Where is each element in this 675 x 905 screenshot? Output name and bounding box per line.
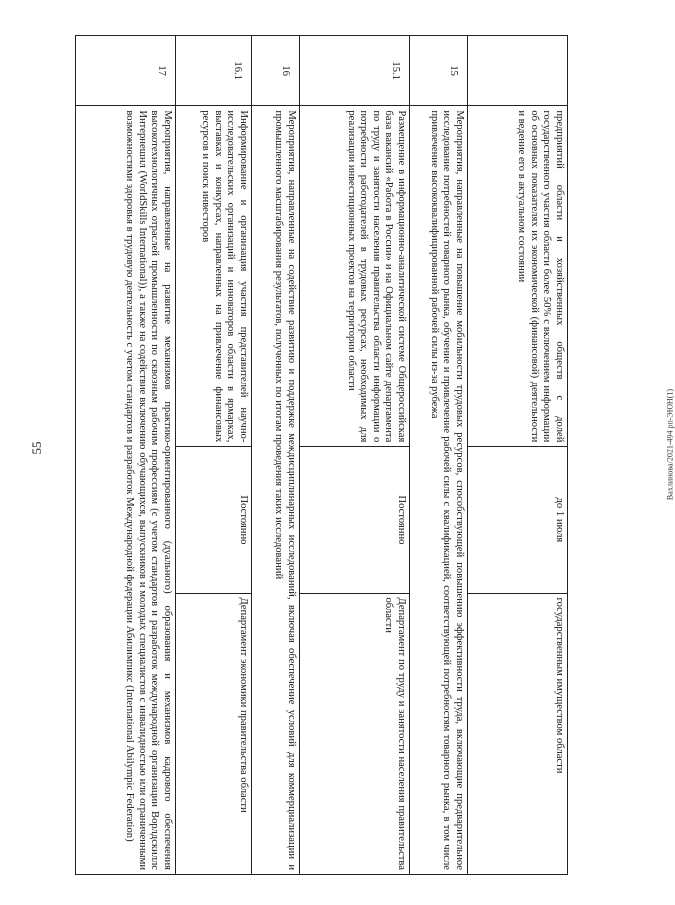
row-number: 16 <box>252 36 300 106</box>
table-row <box>252 36 300 875</box>
responsible-cell: Департамент экономики правительства области <box>176 593 252 875</box>
row-number: 15.1 <box>300 36 410 106</box>
rotated-page <box>64 35 568 875</box>
deadline-cell: до 1 июля <box>468 447 568 593</box>
measure-text: Мероприятия, направленные на содействие развитию и поддержке междисциплинарных исследований, включая обеспечение условий для коммерциализации и промышленного масштабирования результатов, полученных по итогам проведения таких исследований <box>252 106 300 875</box>
table-row <box>76 36 176 875</box>
row-number: 17 <box>76 36 176 106</box>
measure-text: предприятий области и хозяйственных обществ с долей государственного участия области более 50% с включением информации об основных показателях их экономической (финансовой) деятельности и ведение его в актуальном состоянии <box>468 106 568 447</box>
table-row <box>468 36 568 875</box>
row-number: 15 <box>410 36 468 106</box>
page-number: 55 <box>29 441 44 455</box>
measure-text: Мероприятия, направленные на развитие механизмов практико-ориентированного (дуального) образования и механизмов кадрового обеспечения высокотехнологичных отраслей промышленности по сквозным рабочим профессиям (с учетом стандартов и разработок международной организации Ворлдскиллс Интернешнл (WorldSkills International)), а также на содействие включению обучающихся, выпускников и молодых специалистов с инвалидностью или ограниченными возможностями здоровья в трудовую деятельность с учетом стандартов и разработок Международной федерации Абилимпикс (International Abilympic Federation) <box>76 106 176 875</box>
row-number <box>468 36 568 106</box>
responsible-cell: государственным имуществом области <box>468 593 568 875</box>
row-number: 16.1 <box>176 36 252 106</box>
measure-text: Мероприятия, направленные на повышение мобильности трудовых ресурсов, способствующей повышению эффективности труда, включающие предварительное исследование потребностей товарного рынка, обучение и привлечение рабочей силы с квалификацией, соответствующей потребностям товарного рынка, в том числе привлечение высококвалифицированной рабочей силы из-за рубежа <box>410 106 468 875</box>
responsible-cell: Департамент по труду и занятости населения правительства области <box>300 593 410 875</box>
table-row <box>410 36 468 875</box>
measures-table <box>75 35 568 875</box>
measure-text: Информирование и организация участия представителей научно-исследовательских организаций и инноваторов области в ярмарках, выставках и конкурсах, направленных на привлечение финансовых ресурсов и поиск инвесторов <box>176 106 252 447</box>
measure-text: Размещение в информационно-аналитической системе Общероссийская база вакансий «Работа в России» и на Официальном сайте департамента по труду и занятости населения правительства области информации о потребности работодателей в трудовых ресурсах, необходимых для реализации инвестиционных проектов на территории области <box>300 106 410 447</box>
table-row <box>300 36 410 875</box>
deadline-cell: Постоянно <box>176 447 252 593</box>
document-code: Вахлинова/2021-494 рп-ЭЮН(1) <box>665 388 675 501</box>
deadline-cell: Постоянно <box>300 447 410 593</box>
table-row <box>176 36 252 875</box>
